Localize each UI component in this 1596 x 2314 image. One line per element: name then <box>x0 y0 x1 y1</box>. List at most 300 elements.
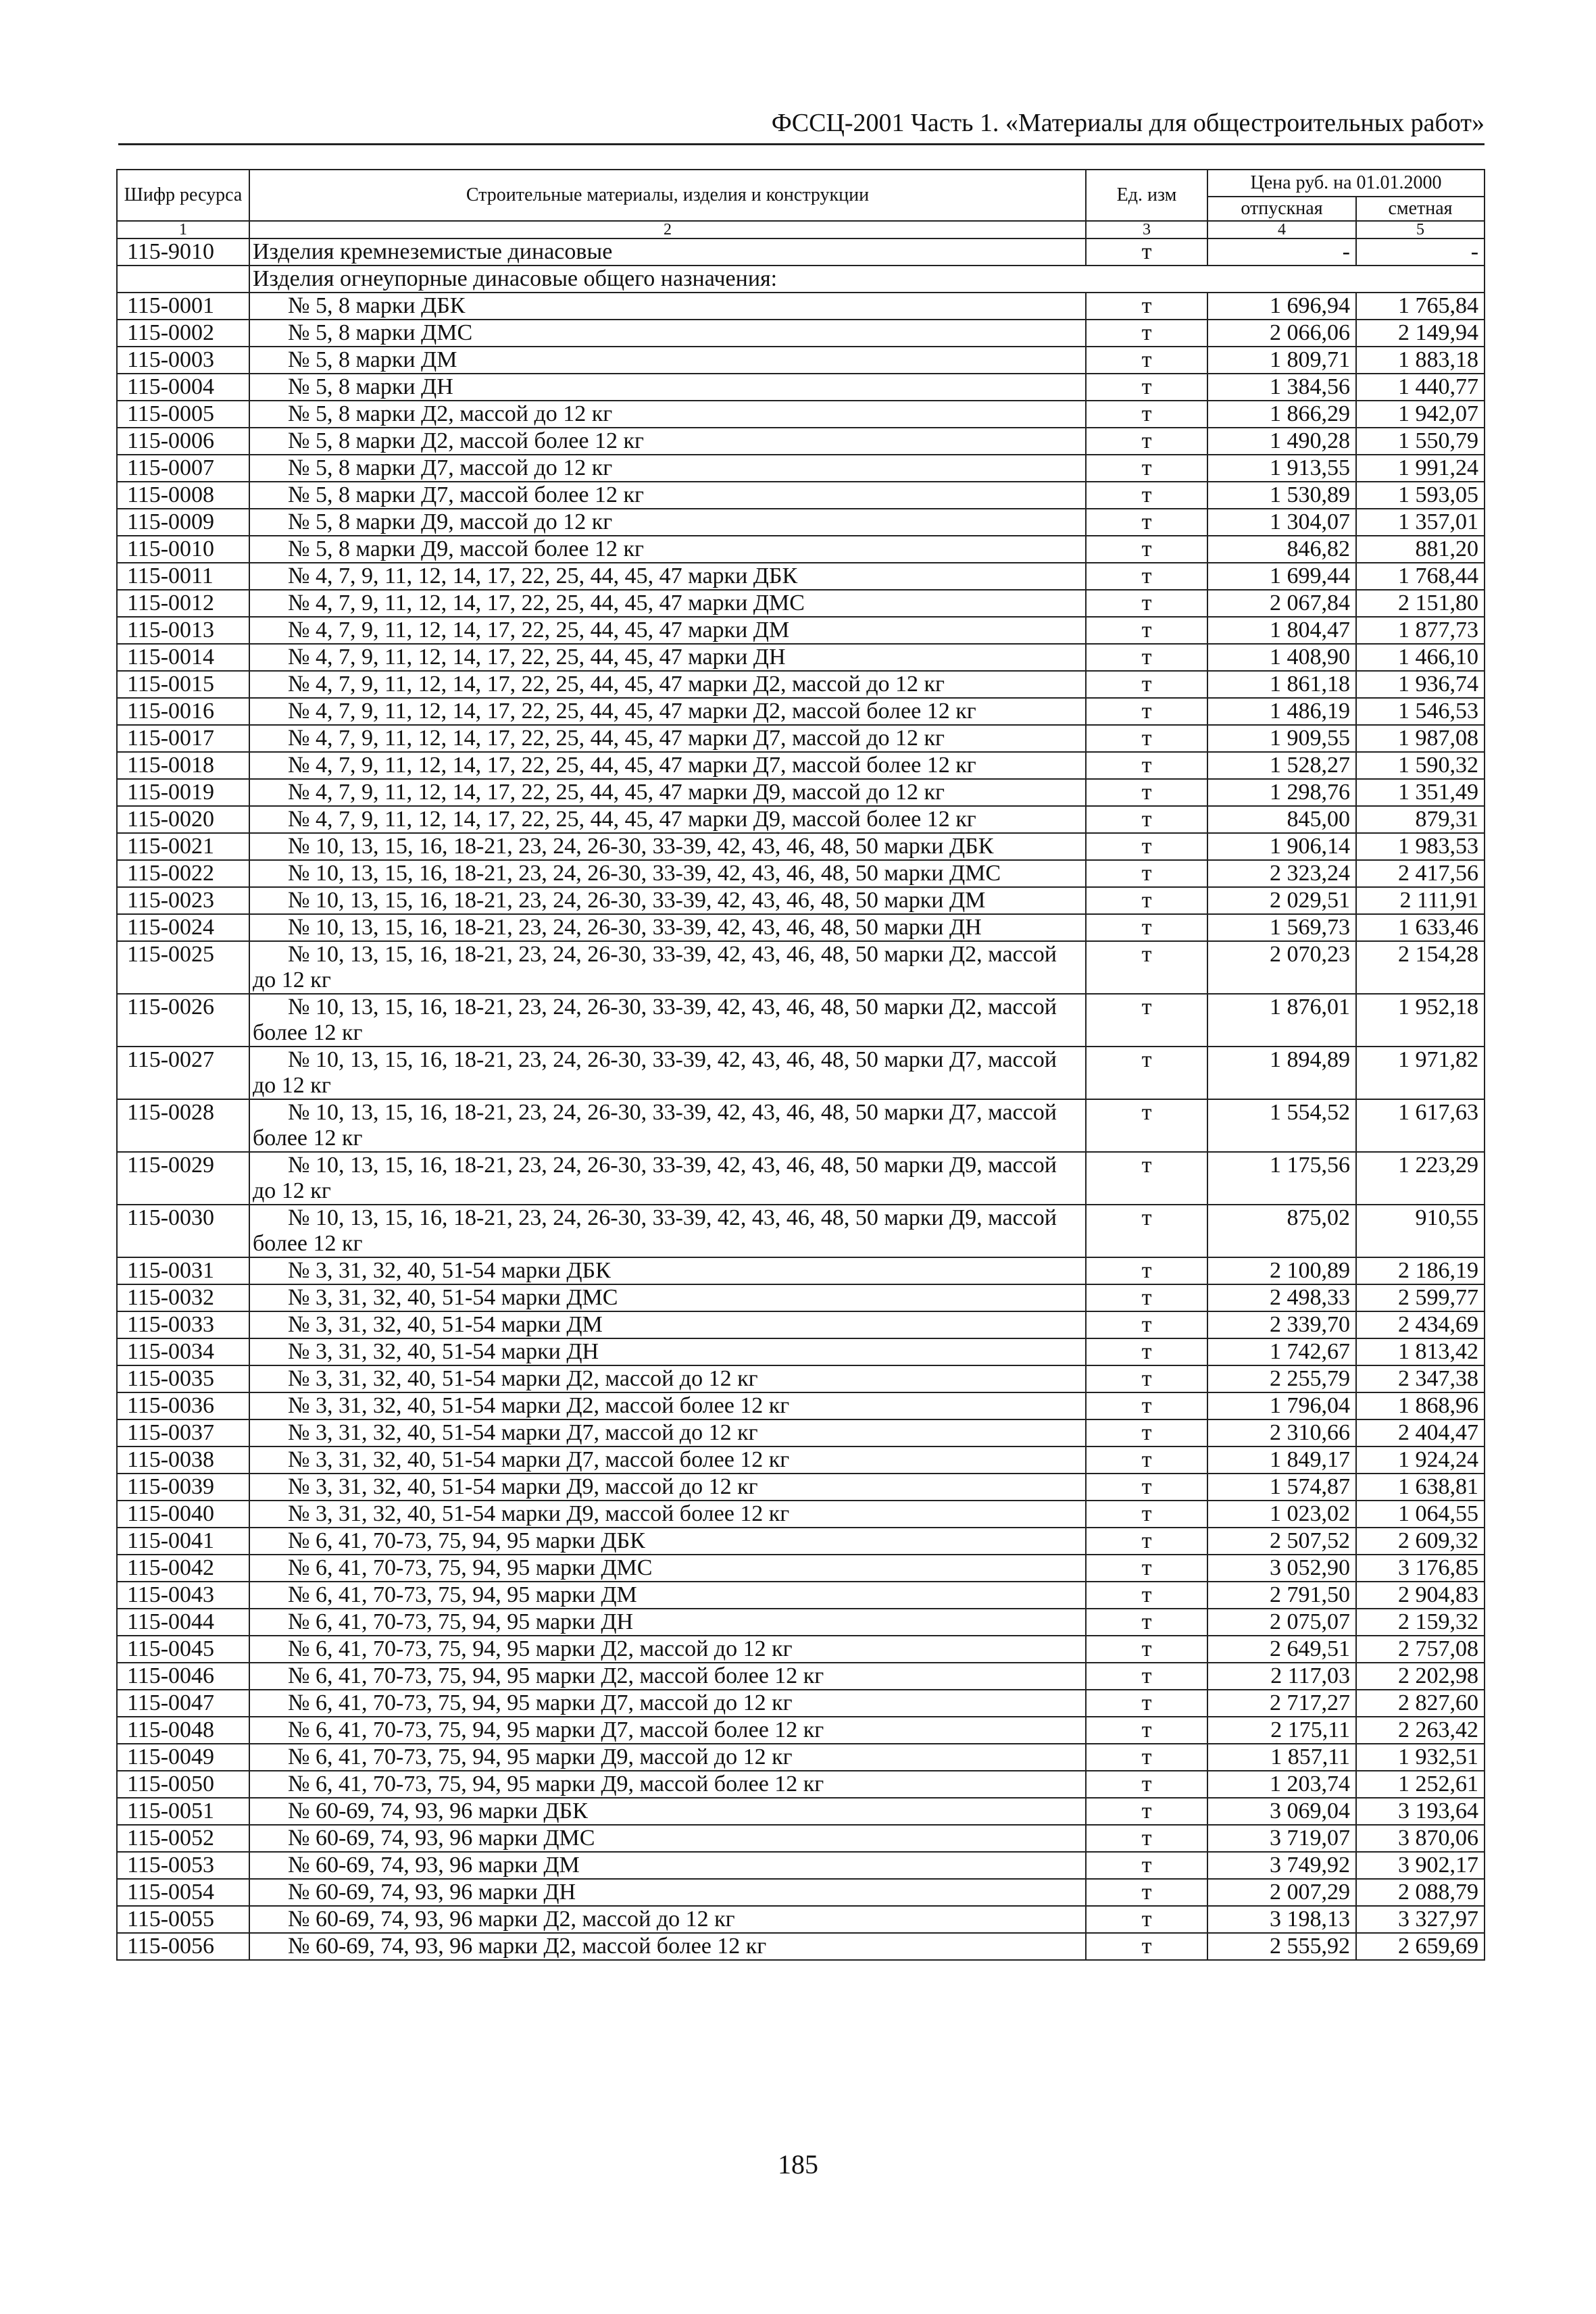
unit-of-measure: т <box>1086 1906 1207 1933</box>
material-name: № 6, 41, 70-73, 75, 94, 95 марки Д2, массой до 12 кг <box>288 1636 793 1661</box>
material-name-cell <box>249 1447 1086 1474</box>
estimate-price: 2 609,32 <box>1356 1528 1485 1555</box>
estimate-price: 1 877,73 <box>1356 617 1485 644</box>
unit-of-measure: т <box>1086 482 1207 509</box>
material-name-cell <box>249 1152 1086 1205</box>
estimate-price: 2 154,28 <box>1356 941 1485 994</box>
material-name: № 10, 13, 15, 16, 18-21, 23, 24, 26-30, 33-39, 42, 43, 46, 48, 50 марки Д7, массой более 12 кг <box>253 1100 1057 1151</box>
material-name-cell <box>249 428 1086 455</box>
unit-of-measure: т <box>1086 1717 1207 1744</box>
release-price: 2 323,24 <box>1207 860 1356 887</box>
estimate-price: 2 417,56 <box>1356 860 1485 887</box>
material-name-cell <box>249 941 1086 994</box>
table-row <box>117 1717 1485 1744</box>
material-name-cell <box>249 1798 1086 1825</box>
resource-code: 115-0029 <box>117 1152 249 1205</box>
table-row <box>117 1284 1485 1311</box>
unit-of-measure: т <box>1086 941 1207 994</box>
table-row <box>117 293 1485 320</box>
resource-code: 115-0038 <box>117 1447 249 1474</box>
header-price-group: Цена руб. на 01.01.2000 <box>1207 170 1485 197</box>
estimate-price: 2 149,94 <box>1356 320 1485 347</box>
unit-of-measure: т <box>1086 1419 1207 1447</box>
unit-of-measure: т <box>1086 1447 1207 1474</box>
resource-code: 115-0024 <box>117 914 249 941</box>
material-name-cell <box>249 1528 1086 1555</box>
estimate-price: 1 550,79 <box>1356 428 1485 455</box>
estimate-price: 1 590,32 <box>1356 752 1485 779</box>
unit-of-measure: т <box>1086 1392 1207 1419</box>
resource-code: 115-0016 <box>117 698 249 725</box>
unit-of-measure: т <box>1086 563 1207 590</box>
resource-code: 115-0019 <box>117 779 249 806</box>
resource-code: 115-0036 <box>117 1392 249 1419</box>
material-name-cell <box>249 590 1086 617</box>
material-name-cell <box>249 994 1086 1047</box>
material-name: № 5, 8 марки ДМ <box>288 347 457 372</box>
material-name-cell <box>249 374 1086 401</box>
material-name: № 10, 13, 15, 16, 18-21, 23, 24, 26-30, 33-39, 42, 43, 46, 48, 50 марки ДН <box>288 915 982 940</box>
resource-code: 115-0033 <box>117 1311 249 1338</box>
release-price: 1 574,87 <box>1207 1474 1356 1501</box>
unit-of-measure: т <box>1086 1744 1207 1771</box>
material-name: № 6, 41, 70-73, 75, 94, 95 марки ДН <box>288 1609 634 1634</box>
release-price: 2 498,33 <box>1207 1284 1356 1311</box>
material-name-cell <box>249 1582 1086 1609</box>
header-divider <box>118 143 1485 145</box>
unit-of-measure: т <box>1086 347 1207 374</box>
column-number: 3 <box>1086 221 1207 238</box>
estimate-price: 2 827,60 <box>1356 1690 1485 1717</box>
release-price: 2 555,92 <box>1207 1933 1356 1960</box>
table-row <box>117 347 1485 374</box>
material-name: № 6, 41, 70-73, 75, 94, 95 марки Д9, массой до 12 кг <box>288 1744 793 1769</box>
resource-code: 115-0023 <box>117 887 249 914</box>
release-price: 2 507,52 <box>1207 1528 1356 1555</box>
table-row <box>117 509 1485 536</box>
unit-of-measure: т <box>1086 401 1207 428</box>
table-row <box>117 617 1485 644</box>
estimate-price: 1 617,63 <box>1356 1099 1485 1152</box>
release-price: 3 069,04 <box>1207 1798 1356 1825</box>
unit-of-measure: т <box>1086 671 1207 698</box>
material-name: № 6, 41, 70-73, 75, 94, 95 марки ДМС <box>288 1555 653 1580</box>
table-row <box>117 1365 1485 1392</box>
resource-code: 115-0008 <box>117 482 249 509</box>
material-name-cell <box>249 1555 1086 1582</box>
resource-code: 115-0032 <box>117 1284 249 1311</box>
table-row <box>117 698 1485 725</box>
estimate-price: - <box>1356 238 1485 266</box>
release-price: 3 749,92 <box>1207 1852 1356 1879</box>
material-name-cell <box>249 1906 1086 1933</box>
material-name: № 5, 8 марки Д9, массой до 12 кг <box>288 509 613 534</box>
estimate-price: 2 159,32 <box>1356 1609 1485 1636</box>
material-name-cell <box>249 347 1086 374</box>
unit-of-measure: т <box>1086 1284 1207 1311</box>
page-number: 185 <box>778 2149 818 2180</box>
material-name-cell <box>249 725 1086 752</box>
table-row <box>117 1555 1485 1582</box>
unit-of-measure: т <box>1086 994 1207 1047</box>
material-name-cell <box>249 1365 1086 1392</box>
estimate-price: 2 186,19 <box>1356 1257 1485 1284</box>
table-row <box>117 1528 1485 1555</box>
table-row <box>117 1311 1485 1338</box>
release-price: 1 554,52 <box>1207 1099 1356 1152</box>
material-name: № 60-69, 74, 93, 96 марки ДМС <box>288 1826 595 1851</box>
release-price: 1 175,56 <box>1207 1152 1356 1205</box>
release-price: 1 530,89 <box>1207 482 1356 509</box>
estimate-price: 1 357,01 <box>1356 509 1485 536</box>
header-release-price: отпускная <box>1207 197 1356 221</box>
estimate-price: 1 813,42 <box>1356 1338 1485 1365</box>
resource-code: 115-0015 <box>117 671 249 698</box>
estimate-price: 2 347,38 <box>1356 1365 1485 1392</box>
table-row <box>117 1798 1485 1825</box>
resource-code: 115-0027 <box>117 1047 249 1099</box>
table-row <box>117 1205 1485 1257</box>
material-name: № 5, 8 марки Д9, массой более 12 кг <box>288 536 644 561</box>
release-price: 1 894,89 <box>1207 1047 1356 1099</box>
release-price: 2 007,29 <box>1207 1879 1356 1906</box>
release-price: 3 198,13 <box>1207 1906 1356 1933</box>
release-price: 1 742,67 <box>1207 1338 1356 1365</box>
material-name-cell <box>249 1717 1086 1744</box>
unit-of-measure: т <box>1086 617 1207 644</box>
table-body <box>117 238 1485 1960</box>
estimate-price: 2 434,69 <box>1356 1311 1485 1338</box>
resource-code: 115-0052 <box>117 1825 249 1852</box>
estimate-price: 3 193,64 <box>1356 1798 1485 1825</box>
release-price: 1 298,76 <box>1207 779 1356 806</box>
release-price: 3 052,90 <box>1207 1555 1356 1582</box>
resource-code: 115-0010 <box>117 536 249 563</box>
column-number: 4 <box>1207 221 1356 238</box>
material-name: № 10, 13, 15, 16, 18-21, 23, 24, 26-30, 33-39, 42, 43, 46, 48, 50 марки ДБК <box>288 834 994 859</box>
release-price: 1 857,11 <box>1207 1744 1356 1771</box>
table-row <box>117 1501 1485 1528</box>
release-price: 2 070,23 <box>1207 941 1356 994</box>
material-name: № 10, 13, 15, 16, 18-21, 23, 24, 26-30, 33-39, 42, 43, 46, 48, 50 марки Д2, массой более 12 кг <box>253 995 1057 1045</box>
material-name: № 4, 7, 9, 11, 12, 14, 17, 22, 25, 44, 45, 47 марки ДБК <box>288 563 798 588</box>
table-row <box>117 1852 1485 1879</box>
release-price: 1 569,73 <box>1207 914 1356 941</box>
resource-code: 115-0011 <box>117 563 249 590</box>
material-name-cell <box>249 1474 1086 1501</box>
table-row <box>117 914 1485 941</box>
resource-code: 115-0021 <box>117 833 249 860</box>
material-name-cell <box>249 617 1086 644</box>
unit-of-measure: т <box>1086 752 1207 779</box>
resource-code: 115-0045 <box>117 1636 249 1663</box>
resource-code: 115-0020 <box>117 806 249 833</box>
table-row <box>117 455 1485 482</box>
material-name-cell <box>249 1636 1086 1663</box>
resource-code: 115-0034 <box>117 1338 249 1365</box>
release-price: 1 866,29 <box>1207 401 1356 428</box>
estimate-price: 3 176,85 <box>1356 1555 1485 1582</box>
resource-code: 115-0044 <box>117 1609 249 1636</box>
release-price: 1 913,55 <box>1207 455 1356 482</box>
resource-code: 115-0001 <box>117 293 249 320</box>
material-name: № 60-69, 74, 93, 96 марки ДН <box>288 1880 576 1905</box>
release-price: 845,00 <box>1207 806 1356 833</box>
estimate-price: 1 936,74 <box>1356 671 1485 698</box>
material-name-cell <box>249 509 1086 536</box>
material-name-cell <box>249 1825 1086 1852</box>
material-name: № 10, 13, 15, 16, 18-21, 23, 24, 26-30, 33-39, 42, 43, 46, 48, 50 марки Д2, массой до 12 кг <box>253 942 1057 992</box>
resource-code-cell <box>117 266 249 293</box>
header-unit: Ед. изм <box>1086 170 1207 221</box>
estimate-price: 1 924,24 <box>1356 1447 1485 1474</box>
release-price: 846,82 <box>1207 536 1356 563</box>
material-name-cell <box>249 1690 1086 1717</box>
release-price: 2 255,79 <box>1207 1365 1356 1392</box>
material-name-cell <box>249 644 1086 671</box>
unit-of-measure: т <box>1086 1047 1207 1099</box>
unit-of-measure: т <box>1086 536 1207 563</box>
material-name: № 10, 13, 15, 16, 18-21, 23, 24, 26-30, 33-39, 42, 43, 46, 48, 50 марки Д7, массой до 12 кг <box>253 1047 1057 1098</box>
table-row <box>117 1582 1485 1609</box>
material-name-cell <box>249 1744 1086 1771</box>
header-estimate-price: сметная <box>1356 197 1485 221</box>
estimate-price: 2 599,77 <box>1356 1284 1485 1311</box>
resource-code: 115-0028 <box>117 1099 249 1152</box>
resource-code: 115-0014 <box>117 644 249 671</box>
release-price: 1 909,55 <box>1207 725 1356 752</box>
unit-of-measure: т <box>1086 1663 1207 1690</box>
resource-code: 115-0002 <box>117 320 249 347</box>
table-row <box>117 1825 1485 1852</box>
material-name: № 10, 13, 15, 16, 18-21, 23, 24, 26-30, 33-39, 42, 43, 46, 48, 50 марки Д9, массой более 12 кг <box>253 1205 1057 1256</box>
release-price: - <box>1207 238 1356 266</box>
resource-code: 115-0030 <box>117 1205 249 1257</box>
table-row <box>117 563 1485 590</box>
material-name: № 6, 41, 70-73, 75, 94, 95 марки Д9, массой более 12 кг <box>288 1771 824 1796</box>
header-name: Строительные материалы, изделия и конструкции <box>249 170 1086 221</box>
material-name-cell <box>249 1501 1086 1528</box>
material-name-cell <box>249 860 1086 887</box>
estimate-price: 1 633,46 <box>1356 914 1485 941</box>
unit-of-measure: т <box>1086 1933 1207 1960</box>
resource-code: 115-0039 <box>117 1474 249 1501</box>
unit-of-measure: т <box>1086 644 1207 671</box>
material-name-cell <box>249 914 1086 941</box>
estimate-price: 2 404,47 <box>1356 1419 1485 1447</box>
release-price: 2 310,66 <box>1207 1419 1356 1447</box>
estimate-price: 1 351,49 <box>1356 779 1485 806</box>
unit-of-measure: т <box>1086 1474 1207 1501</box>
release-price: 2 066,06 <box>1207 320 1356 347</box>
estimate-price: 910,55 <box>1356 1205 1485 1257</box>
table-row <box>117 1879 1485 1906</box>
unit-of-measure: т <box>1086 806 1207 833</box>
estimate-price: 1 765,84 <box>1356 293 1485 320</box>
material-name: № 4, 7, 9, 11, 12, 14, 17, 22, 25, 44, 45, 47 марки ДМС <box>288 590 805 615</box>
unit-of-measure: т <box>1086 698 1207 725</box>
estimate-price: 1 971,82 <box>1356 1047 1485 1099</box>
table-row <box>117 725 1485 752</box>
release-price: 1 804,47 <box>1207 617 1356 644</box>
release-price: 2 029,51 <box>1207 887 1356 914</box>
material-name: № 3, 31, 32, 40, 51-54 марки ДМС <box>288 1285 618 1310</box>
table-row <box>117 1933 1485 1960</box>
material-name-cell <box>249 1852 1086 1879</box>
table-row <box>117 941 1485 994</box>
estimate-price: 1 952,18 <box>1356 994 1485 1047</box>
estimate-price: 1 466,10 <box>1356 644 1485 671</box>
table-row <box>117 1447 1485 1474</box>
release-price: 1 696,94 <box>1207 293 1356 320</box>
unit-of-measure: т <box>1086 833 1207 860</box>
release-price: 2 075,07 <box>1207 1609 1356 1636</box>
table-row <box>117 482 1485 509</box>
unit-of-measure: т <box>1086 1501 1207 1528</box>
material-name-cell <box>249 671 1086 698</box>
material-name: № 60-69, 74, 93, 96 марки Д2, массой более 12 кг <box>288 1934 767 1959</box>
estimate-price: 1 440,77 <box>1356 374 1485 401</box>
unit-of-measure: т <box>1086 1798 1207 1825</box>
table-row <box>117 1474 1485 1501</box>
material-name: № 6, 41, 70-73, 75, 94, 95 марки Д7, массой более 12 кг <box>288 1717 824 1742</box>
unit-of-measure: т <box>1086 1771 1207 1798</box>
estimate-price: 2 263,42 <box>1356 1717 1485 1744</box>
table-row <box>117 238 1485 266</box>
unit-of-measure: т <box>1086 238 1207 266</box>
release-price: 1 486,19 <box>1207 698 1356 725</box>
unit-of-measure: т <box>1086 1338 1207 1365</box>
resource-code: 115-0049 <box>117 1744 249 1771</box>
release-price: 2 791,50 <box>1207 1582 1356 1609</box>
release-price: 2 117,03 <box>1207 1663 1356 1690</box>
material-name: № 4, 7, 9, 11, 12, 14, 17, 22, 25, 44, 45, 47 марки Д7, массой более 12 кг <box>288 753 976 778</box>
resource-code: 115-0051 <box>117 1798 249 1825</box>
material-name-cell <box>249 806 1086 833</box>
resource-code: 115-0037 <box>117 1419 249 1447</box>
unit-of-measure: т <box>1086 860 1207 887</box>
material-name-cell <box>249 401 1086 428</box>
material-name: № 3, 31, 32, 40, 51-54 марки ДБК <box>288 1258 611 1283</box>
unit-of-measure: т <box>1086 1528 1207 1555</box>
material-name-cell <box>249 1284 1086 1311</box>
unit-of-measure: т <box>1086 1690 1207 1717</box>
resource-code: 115-0012 <box>117 590 249 617</box>
header-code: Шифр ресурса <box>117 170 249 221</box>
unit-of-measure: т <box>1086 293 1207 320</box>
material-name: № 3, 31, 32, 40, 51-54 марки Д9, массой более 12 кг <box>288 1501 790 1526</box>
table-row <box>117 1419 1485 1447</box>
material-name: № 5, 8 марки ДН <box>288 374 453 399</box>
unit-of-measure: т <box>1086 1582 1207 1609</box>
material-name-cell <box>249 779 1086 806</box>
material-name: № 3, 31, 32, 40, 51-54 марки ДН <box>288 1339 599 1364</box>
release-price: 1 809,71 <box>1207 347 1356 374</box>
material-name-cell <box>249 1311 1086 1338</box>
material-name: № 4, 7, 9, 11, 12, 14, 17, 22, 25, 44, 45, 47 марки Д9, массой более 12 кг <box>288 807 976 832</box>
release-price: 1 528,27 <box>1207 752 1356 779</box>
resource-code: 115-0005 <box>117 401 249 428</box>
unit-of-measure: т <box>1086 1099 1207 1152</box>
material-name-cell <box>249 1419 1086 1447</box>
table-row <box>117 590 1485 617</box>
material-name: № 5, 8 марки Д7, массой более 12 кг <box>288 482 644 507</box>
unit-of-measure: т <box>1086 1257 1207 1284</box>
resource-code: 115-0042 <box>117 1555 249 1582</box>
material-name: № 3, 31, 32, 40, 51-54 марки Д2, массой более 12 кг <box>288 1393 790 1418</box>
resource-code: 115-0041 <box>117 1528 249 1555</box>
unit-of-measure: т <box>1086 320 1207 347</box>
table-row <box>117 1744 1485 1771</box>
unit-of-measure: т <box>1086 1825 1207 1852</box>
release-price: 3 719,07 <box>1207 1825 1356 1852</box>
table-row <box>117 320 1485 347</box>
release-price: 2 175,11 <box>1207 1717 1356 1744</box>
table-row <box>117 1099 1485 1152</box>
material-name: № 4, 7, 9, 11, 12, 14, 17, 22, 25, 44, 45, 47 марки Д2, массой до 12 кг <box>288 672 945 697</box>
price-table <box>116 169 1485 1961</box>
material-name-cell <box>249 536 1086 563</box>
resource-code: 115-0056 <box>117 1933 249 1960</box>
unit-of-measure: т <box>1086 455 1207 482</box>
estimate-price: 1 983,53 <box>1356 833 1485 860</box>
release-price: 2 067,84 <box>1207 590 1356 617</box>
material-name: № 5, 8 марки Д7, массой до 12 кг <box>288 455 613 480</box>
unit-of-measure: т <box>1086 428 1207 455</box>
table-row <box>117 806 1485 833</box>
material-name-cell <box>249 238 1086 266</box>
table-row <box>117 779 1485 806</box>
resource-code: 115-0018 <box>117 752 249 779</box>
estimate-price: 2 757,08 <box>1356 1636 1485 1663</box>
resource-code: 115-0003 <box>117 347 249 374</box>
material-name-cell <box>249 752 1086 779</box>
estimate-price: 1 942,07 <box>1356 401 1485 428</box>
release-price: 2 339,70 <box>1207 1311 1356 1338</box>
estimate-price: 2 088,79 <box>1356 1879 1485 1906</box>
table-row <box>117 671 1485 698</box>
material-name-cell <box>249 1392 1086 1419</box>
table-row <box>117 1257 1485 1284</box>
release-price: 1 304,07 <box>1207 509 1356 536</box>
estimate-price: 2 202,98 <box>1356 1663 1485 1690</box>
material-name-cell <box>249 1338 1086 1365</box>
table-row <box>117 994 1485 1047</box>
resource-code: 115-0047 <box>117 1690 249 1717</box>
material-name-cell <box>249 833 1086 860</box>
material-name: № 3, 31, 32, 40, 51-54 марки Д2, массой до 12 кг <box>288 1366 758 1391</box>
unit-of-measure: т <box>1086 1852 1207 1879</box>
material-name-cell <box>249 320 1086 347</box>
material-name-cell <box>249 1663 1086 1690</box>
material-name: № 4, 7, 9, 11, 12, 14, 17, 22, 25, 44, 45, 47 марки ДМ <box>288 618 790 643</box>
material-name: № 6, 41, 70-73, 75, 94, 95 марки Д2, массой более 12 кг <box>288 1663 824 1688</box>
release-price: 1 876,01 <box>1207 994 1356 1047</box>
column-number: 1 <box>117 221 249 238</box>
document-header-title: ФССЦ-2001 Часть 1. «Материалы для общестроительных работ» <box>771 109 1485 137</box>
resource-code: 115-0022 <box>117 860 249 887</box>
resource-code: 115-0004 <box>117 374 249 401</box>
unit-of-measure: т <box>1086 1152 1207 1205</box>
release-price: 1 203,74 <box>1207 1771 1356 1798</box>
table-row <box>117 1636 1485 1663</box>
table-row <box>117 644 1485 671</box>
release-price: 1 796,04 <box>1207 1392 1356 1419</box>
resource-code: 115-0040 <box>117 1501 249 1528</box>
estimate-price: 2 904,83 <box>1356 1582 1485 1609</box>
estimate-price: 1 768,44 <box>1356 563 1485 590</box>
material-name: № 60-69, 74, 93, 96 марки ДБК <box>288 1799 588 1823</box>
